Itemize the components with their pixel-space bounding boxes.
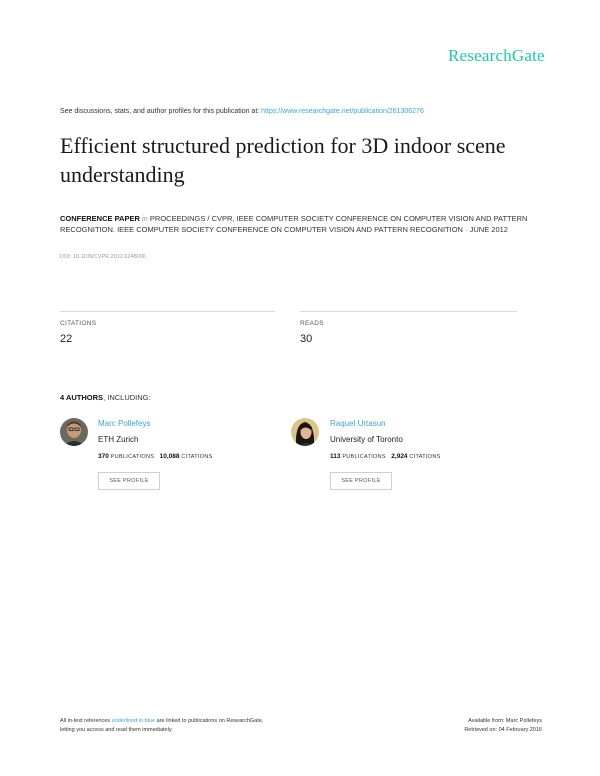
publication-venue: PROCEEDINGS / CVPR, IEEE COMPUTER SOCIETY CONFERENCE ON COMPUTER VISION AND PATTERN RECOGNITION. IEEE COMPUTER SOCIETY CONFERENCE ON COMPUTER VISION AND PATTERN RECOGNITION: [60, 214, 528, 234]
in-label: in: [141, 214, 148, 223]
intro-text: See discussions, stats, and author profiles for this publication at:: [60, 108, 262, 115]
footer-text: are linked to publications on ResearchGate,: [155, 718, 264, 724]
reads-value: 30: [300, 333, 313, 345]
avatar-photo-icon: [291, 418, 319, 446]
author-citations-label: CITATIONS: [409, 454, 441, 460]
author-institution: University of Toronto: [330, 435, 403, 444]
author-name[interactable]: Raquel Urtasun: [330, 419, 386, 428]
see-profile-button[interactable]: SEE PROFILE: [330, 472, 392, 490]
publication-date: · JUNE 2012: [462, 225, 508, 234]
avatar-photo-icon: [60, 418, 88, 446]
footer-line-2: letting you access and read them immediately.: [60, 727, 173, 733]
author-institution: ETH Zurich: [98, 435, 139, 444]
citations-value: 22: [60, 333, 73, 345]
citations-label: CITATIONS: [60, 320, 97, 327]
publication-meta: [60, 213, 545, 235]
researchgate-logo[interactable]: ResearchGate: [448, 46, 545, 65]
author-citations-count: 10,088: [159, 453, 180, 460]
authors-count: 4 AUTHORS: [60, 393, 104, 402]
avatar[interactable]: [291, 418, 319, 446]
footer-note: [60, 717, 263, 735]
author-stats: [330, 453, 441, 460]
author-citations-label: CITATIONS: [181, 454, 213, 460]
author-publications-count: 370: [98, 453, 109, 460]
authors-heading: [60, 393, 151, 402]
avatar[interactable]: [60, 418, 88, 446]
publication-title: Efficient structured prediction for 3D indoor scene understanding: [60, 133, 506, 187]
author-stats: [98, 453, 213, 460]
footer-text: All in-text references: [60, 718, 112, 724]
publication-type: CONFERENCE PAPER: [60, 214, 140, 223]
publication-doi: DOI: 10.1109/CVPR.2012.6248006: [60, 254, 146, 260]
reads-label: READS: [300, 320, 324, 327]
publication-link[interactable]: https://www.researchgate.net/publication/261306276: [261, 108, 424, 115]
reads-divider: [300, 311, 517, 312]
see-profile-button[interactable]: SEE PROFILE: [98, 472, 160, 490]
author-publications-count: 113: [330, 453, 341, 460]
author-citations-count: 2,924: [391, 453, 408, 460]
author-publications-label: PUBLICATIONS: [342, 454, 386, 460]
citations-divider: [60, 311, 275, 312]
footer-availability: [464, 717, 542, 735]
retrieved-on: Retrieved on: 04 February 2016: [464, 727, 542, 733]
available-from: Available from: Marc Pollefeys: [468, 718, 542, 724]
footer-underlined-hint: underlined in blue: [111, 718, 156, 724]
footer-line-1: [60, 717, 263, 726]
intro-line: [60, 108, 424, 115]
author-publications-label: PUBLICATIONS: [110, 454, 155, 460]
authors-suffix: , INCLUDING:: [103, 393, 151, 402]
author-name[interactable]: Marc Pollefeys: [98, 419, 151, 428]
